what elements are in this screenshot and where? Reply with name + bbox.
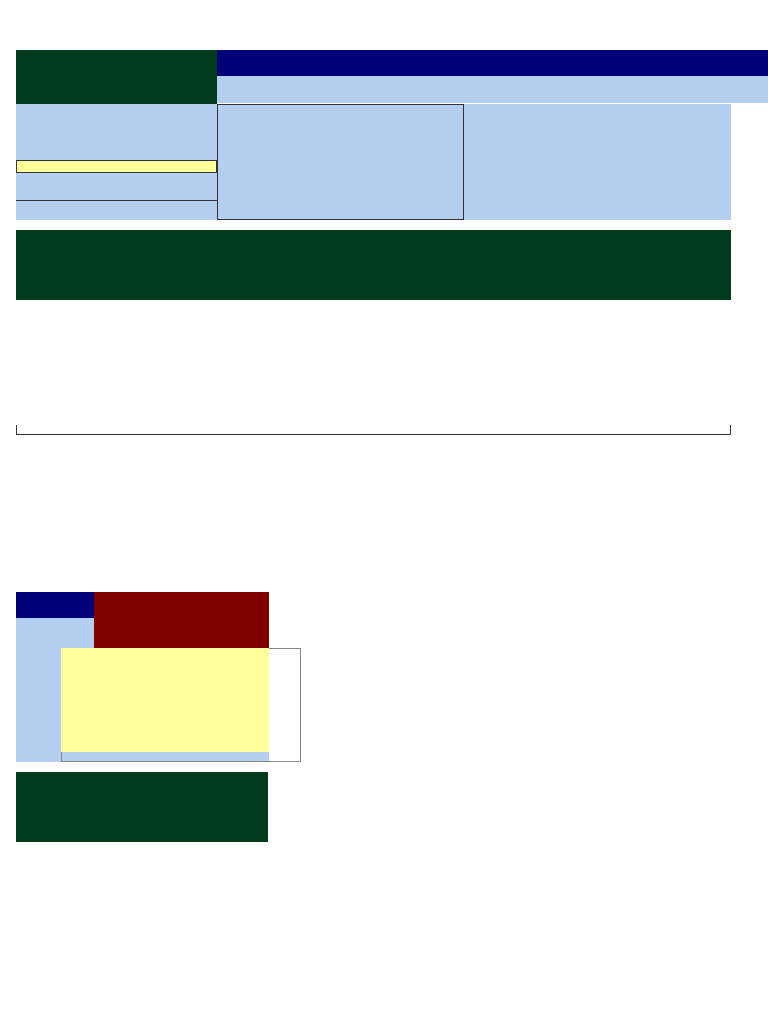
table1-bottom-border [16,425,731,435]
project-body [217,76,768,103]
date-block [94,592,269,648]
fos-title [16,160,217,173]
page2-navy-bar [16,592,94,618]
group-info-box [61,648,269,752]
mid-panel-border [217,104,464,220]
title-block [16,50,217,104]
table2-header-cells [16,772,268,842]
divider [16,200,217,220]
project-bar [217,50,768,76]
table1-header-cells [16,230,731,300]
